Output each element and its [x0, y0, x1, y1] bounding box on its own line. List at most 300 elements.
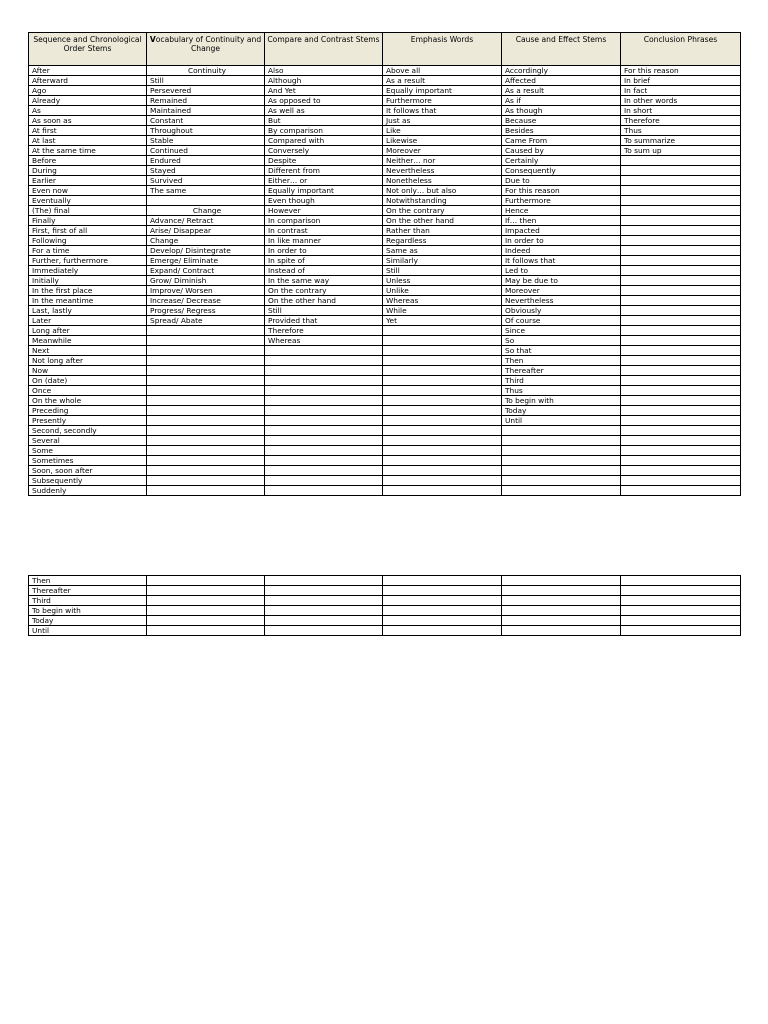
continuity-change-cell: [147, 356, 265, 366]
compare-contrast-cell: Different from: [265, 166, 383, 176]
emphasis-cell: On the other hand: [383, 216, 502, 226]
sequence-cell: (The) final: [29, 206, 147, 216]
cause-effect-cell: As a result: [502, 86, 621, 96]
sequence-cell: Meanwhile: [29, 336, 147, 346]
continuity-change-cell: Advance/ Retract: [147, 216, 265, 226]
sequence-cell: Third: [29, 596, 147, 606]
conclusion-cell: [621, 196, 741, 206]
emphasis-cell: It follows that: [383, 106, 502, 116]
table-row: [29, 356, 741, 366]
compare-contrast-cell: [265, 446, 383, 456]
table-row: [29, 296, 741, 306]
conclusion-cell: [621, 206, 741, 216]
continuity-change-cell: [147, 446, 265, 456]
conclusion-cell: To sum up: [621, 146, 741, 156]
continuity-change-cell: Expand/ Contract: [147, 266, 265, 276]
emphasis-cell: [383, 596, 502, 606]
sequence-cell: First, first of all: [29, 226, 147, 236]
conclusion-cell: To summarize: [621, 136, 741, 146]
emphasis-cell: Nevertheless: [383, 166, 502, 176]
compare-contrast-cell: Instead of: [265, 266, 383, 276]
compare-contrast-cell: [265, 466, 383, 476]
compare-contrast-cell: [265, 476, 383, 486]
cause-effect-cell: Consequently: [502, 166, 621, 176]
continuity-change-cell: Endured: [147, 156, 265, 166]
continuity-change-cell: Constant: [147, 116, 265, 126]
table-row: [29, 156, 741, 166]
cause-effect-cell: [502, 626, 621, 636]
compare-contrast-cell: Still: [265, 306, 383, 316]
table-row: [29, 276, 741, 286]
compare-contrast-cell: In like manner: [265, 236, 383, 246]
table-row: [29, 386, 741, 396]
sequence-cell: Suddenly: [29, 486, 147, 496]
conclusion-cell: [621, 176, 741, 186]
sequence-cell: Afterward: [29, 76, 147, 86]
header-cause-effect: Cause and Effect Stems: [502, 33, 621, 66]
table-row: [29, 616, 741, 626]
conclusion-cell: [621, 596, 741, 606]
cause-effect-cell: [502, 466, 621, 476]
compare-contrast-cell: [265, 356, 383, 366]
continuity-change-cell: Change: [147, 236, 265, 246]
table-row: [29, 336, 741, 346]
continuity-change-cell: [147, 486, 265, 496]
sequence-cell: Presently: [29, 416, 147, 426]
sequence-cell: For a time: [29, 246, 147, 256]
cause-effect-cell: Affected: [502, 76, 621, 86]
conclusion-cell: [621, 246, 741, 256]
table-row: [29, 326, 741, 336]
emphasis-cell: Yet: [383, 316, 502, 326]
cause-effect-cell: Accordingly: [502, 66, 621, 76]
compare-contrast-cell: As well as: [265, 106, 383, 116]
emphasis-cell: Unless: [383, 276, 502, 286]
emphasis-cell: Moreover: [383, 146, 502, 156]
conclusion-cell: [621, 316, 741, 326]
continuity-change-cell: [147, 386, 265, 396]
conclusion-cell: [621, 326, 741, 336]
continuity-change-cell: Continuity: [147, 66, 265, 76]
emphasis-cell: Still: [383, 266, 502, 276]
table-row: [29, 266, 741, 276]
continuity-change-cell: [147, 396, 265, 406]
emphasis-cell: Likewise: [383, 136, 502, 146]
continuity-change-cell: [147, 436, 265, 446]
table-row: [29, 146, 741, 156]
continuity-change-cell: [147, 606, 265, 616]
table-row: [29, 476, 741, 486]
conclusion-cell: [621, 186, 741, 196]
compare-contrast-cell: [265, 386, 383, 396]
compare-contrast-cell: [265, 486, 383, 496]
table-row: [29, 436, 741, 446]
compare-contrast-cell: [265, 396, 383, 406]
sequence-cell: Already: [29, 96, 147, 106]
compare-contrast-cell: On the contrary: [265, 286, 383, 296]
conclusion-cell: [621, 626, 741, 636]
sequence-cell: Some: [29, 446, 147, 456]
emphasis-cell: [383, 356, 502, 366]
compare-contrast-cell: Conversely: [265, 146, 383, 156]
continuity-change-cell: [147, 456, 265, 466]
emphasis-cell: Nonetheless: [383, 176, 502, 186]
compare-contrast-cell: Although: [265, 76, 383, 86]
compare-contrast-cell: Compared with: [265, 136, 383, 146]
conclusion-cell: [621, 256, 741, 266]
conclusion-cell: [621, 336, 741, 346]
cause-effect-cell: [502, 616, 621, 626]
table-row: [29, 226, 741, 236]
continuity-change-cell: Arise/ Disappear: [147, 226, 265, 236]
continuity-change-cell: [147, 326, 265, 336]
sequence-cell: Until: [29, 626, 147, 636]
continuity-change-cell: [147, 366, 265, 376]
emphasis-cell: Whereas: [383, 296, 502, 306]
table-row: [29, 346, 741, 356]
header-conclusion: Conclusion Phrases: [621, 33, 741, 66]
overflow-table: [28, 575, 741, 636]
conclusion-cell: [621, 236, 741, 246]
compare-contrast-cell: Whereas: [265, 336, 383, 346]
sequence-cell: Not long after: [29, 356, 147, 366]
continuity-change-cell: Still: [147, 76, 265, 86]
continuity-change-cell: Survived: [147, 176, 265, 186]
continuity-change-cell: [147, 466, 265, 476]
compare-contrast-cell: In the same way: [265, 276, 383, 286]
continuity-change-cell: [147, 406, 265, 416]
compare-contrast-cell: [265, 436, 383, 446]
table-row: [29, 196, 741, 206]
conclusion-cell: [621, 466, 741, 476]
table-row: [29, 426, 741, 436]
emphasis-cell: Just as: [383, 116, 502, 126]
sequence-cell: Following: [29, 236, 147, 246]
continuity-change-cell: [147, 336, 265, 346]
compare-contrast-cell: Either… or: [265, 176, 383, 186]
cause-effect-cell: [502, 586, 621, 596]
sequence-cell: As soon as: [29, 116, 147, 126]
compare-contrast-cell: In order to: [265, 246, 383, 256]
conclusion-cell: In brief: [621, 76, 741, 86]
conclusion-cell: [621, 216, 741, 226]
table-row: [29, 626, 741, 636]
conclusion-cell: [621, 276, 741, 286]
cause-effect-cell: Besides: [502, 126, 621, 136]
compare-contrast-cell: However: [265, 206, 383, 216]
sequence-cell: Once: [29, 386, 147, 396]
sequence-cell: Subsequently: [29, 476, 147, 486]
sequence-cell: To begin with: [29, 606, 147, 616]
cause-effect-cell: Then: [502, 356, 621, 366]
cause-effect-cell: [502, 446, 621, 456]
cause-effect-cell: Furthermore: [502, 196, 621, 206]
conclusion-cell: [621, 436, 741, 446]
table-row: [29, 246, 741, 256]
cause-effect-cell: In order to: [502, 236, 621, 246]
cause-effect-cell: So that: [502, 346, 621, 356]
emphasis-cell: [383, 456, 502, 466]
compare-contrast-cell: Provided that: [265, 316, 383, 326]
table-row: [29, 256, 741, 266]
emphasis-cell: Equally important: [383, 86, 502, 96]
conclusion-cell: [621, 356, 741, 366]
compare-contrast-cell: [265, 426, 383, 436]
cause-effect-cell: [502, 426, 621, 436]
sequence-cell: At first: [29, 126, 147, 136]
compare-contrast-cell: [265, 606, 383, 616]
emphasis-cell: Above all: [383, 66, 502, 76]
cause-effect-cell: Indeed: [502, 246, 621, 256]
continuity-change-cell: Progress/ Regress: [147, 306, 265, 316]
table-row: [29, 176, 741, 186]
table-row: [29, 216, 741, 226]
table-row: [29, 376, 741, 386]
header-continuity-change: Vocabulary of Continuity and Change: [147, 33, 265, 66]
table-row: [29, 106, 741, 116]
compare-contrast-cell: Also: [265, 66, 383, 76]
sequence-cell: After: [29, 66, 147, 76]
sequence-cell: Sometimes: [29, 456, 147, 466]
cause-effect-cell: Hence: [502, 206, 621, 216]
cause-effect-cell: Due to: [502, 176, 621, 186]
sequence-cell: On (date): [29, 376, 147, 386]
compare-contrast-cell: By comparison: [265, 126, 383, 136]
continuity-change-cell: [147, 196, 265, 206]
cause-effect-cell: Thus: [502, 386, 621, 396]
cause-effect-cell: [502, 576, 621, 586]
compare-contrast-cell: On the other hand: [265, 296, 383, 306]
cause-effect-cell: Thereafter: [502, 366, 621, 376]
continuity-change-cell: [147, 376, 265, 386]
compare-contrast-cell: In comparison: [265, 216, 383, 226]
emphasis-cell: [383, 426, 502, 436]
continuity-change-cell: [147, 616, 265, 626]
emphasis-cell: Rather than: [383, 226, 502, 236]
vocabulary-table: [28, 32, 741, 496]
header-row: [29, 33, 741, 66]
conclusion-cell: Therefore: [621, 116, 741, 126]
continuity-change-cell: Emerge/ Eliminate: [147, 256, 265, 266]
sequence-cell: In the first place: [29, 286, 147, 296]
continuity-change-cell: [147, 476, 265, 486]
conclusion-cell: [621, 416, 741, 426]
sequence-cell: As: [29, 106, 147, 116]
table-row: [29, 416, 741, 426]
continuity-change-cell: Grow/ Diminish: [147, 276, 265, 286]
compare-contrast-cell: [265, 596, 383, 606]
table-row: [29, 406, 741, 416]
sequence-cell: Last, lastly: [29, 306, 147, 316]
sequence-cell: Soon, soon after: [29, 466, 147, 476]
sequence-cell: Earlier: [29, 176, 147, 186]
table-row: [29, 96, 741, 106]
cause-effect-cell: Third: [502, 376, 621, 386]
emphasis-cell: Similarly: [383, 256, 502, 266]
conclusion-cell: [621, 616, 741, 626]
compare-contrast-cell: But: [265, 116, 383, 126]
cause-effect-cell: Impacted: [502, 226, 621, 236]
emphasis-cell: [383, 326, 502, 336]
continuity-change-cell: [147, 576, 265, 586]
table-row: [29, 76, 741, 86]
emphasis-cell: [383, 586, 502, 596]
sequence-cell: Finally: [29, 216, 147, 226]
emphasis-cell: [383, 476, 502, 486]
compare-contrast-cell: As opposed to: [265, 96, 383, 106]
continuity-change-cell: [147, 586, 265, 596]
conclusion-cell: [621, 346, 741, 356]
continuity-change-cell: Stayed: [147, 166, 265, 176]
cause-effect-cell: [502, 476, 621, 486]
sequence-cell: Immediately: [29, 266, 147, 276]
compare-contrast-cell: [265, 576, 383, 586]
continuity-change-cell: The same: [147, 186, 265, 196]
sequence-cell: Preceding: [29, 406, 147, 416]
sequence-cell: At the same time: [29, 146, 147, 156]
continuity-change-cell: Continued: [147, 146, 265, 156]
cause-effect-cell: [502, 456, 621, 466]
cause-effect-cell: Led to: [502, 266, 621, 276]
conclusion-cell: [621, 386, 741, 396]
emphasis-cell: As a result: [383, 76, 502, 86]
continuity-change-cell: Spread/ Abate: [147, 316, 265, 326]
sequence-cell: Ago: [29, 86, 147, 96]
table-row: [29, 86, 741, 96]
emphasis-cell: Same as: [383, 246, 502, 256]
compare-contrast-cell: In spite of: [265, 256, 383, 266]
table-row: [29, 396, 741, 406]
compare-contrast-cell: [265, 376, 383, 386]
continuity-change-cell: [147, 626, 265, 636]
table-row: [29, 576, 741, 586]
table-row: [29, 136, 741, 146]
continuity-change-cell: Change: [147, 206, 265, 216]
cause-effect-cell: Came From: [502, 136, 621, 146]
header-emphasis: Emphasis Words: [383, 33, 502, 66]
cause-effect-cell: To begin with: [502, 396, 621, 406]
cause-effect-cell: Obviously: [502, 306, 621, 316]
conclusion-cell: In other words: [621, 96, 741, 106]
conclusion-cell: [621, 426, 741, 436]
continuity-change-cell: Remained: [147, 96, 265, 106]
conclusion-cell: [621, 606, 741, 616]
emphasis-cell: [383, 486, 502, 496]
conclusion-cell: [621, 456, 741, 466]
table-row: [29, 586, 741, 596]
emphasis-cell: Like: [383, 126, 502, 136]
emphasis-cell: Notwithstanding: [383, 196, 502, 206]
emphasis-cell: [383, 616, 502, 626]
table-row: [29, 316, 741, 326]
header-sequence: Sequence and Chronological Order Stems: [29, 33, 147, 66]
cause-effect-cell: If… then: [502, 216, 621, 226]
cause-effect-cell: Because: [502, 116, 621, 126]
emphasis-cell: While: [383, 306, 502, 316]
compare-contrast-cell: Even though: [265, 196, 383, 206]
conclusion-cell: [621, 376, 741, 386]
conclusion-cell: [621, 366, 741, 376]
table-row: [29, 126, 741, 136]
emphasis-cell: Regardless: [383, 236, 502, 246]
continuity-change-cell: Improve/ Worsen: [147, 286, 265, 296]
conclusion-cell: [621, 286, 741, 296]
emphasis-cell: [383, 446, 502, 456]
header-compare-contrast: Compare and Contrast Stems: [265, 33, 383, 66]
conclusion-cell: [621, 226, 741, 236]
sequence-cell: Now: [29, 366, 147, 376]
compare-contrast-cell: [265, 366, 383, 376]
table-row: [29, 366, 741, 376]
emphasis-cell: [383, 336, 502, 346]
sequence-cell: On the whole: [29, 396, 147, 406]
compare-contrast-cell: Equally important: [265, 186, 383, 196]
emphasis-cell: [383, 386, 502, 396]
cause-effect-cell: Of course: [502, 316, 621, 326]
emphasis-cell: [383, 366, 502, 376]
continuity-change-cell: [147, 416, 265, 426]
conclusion-cell: [621, 266, 741, 276]
compare-contrast-cell: Therefore: [265, 326, 383, 336]
table-row: [29, 306, 741, 316]
emphasis-cell: [383, 436, 502, 446]
emphasis-cell: [383, 406, 502, 416]
conclusion-cell: In fact: [621, 86, 741, 96]
table-row: [29, 186, 741, 196]
continuity-change-cell: Throughout: [147, 126, 265, 136]
table-row: [29, 66, 741, 76]
conclusion-cell: [621, 446, 741, 456]
emphasis-cell: Unlike: [383, 286, 502, 296]
table-row: [29, 116, 741, 126]
sequence-cell: Before: [29, 156, 147, 166]
continuity-change-cell: Persevered: [147, 86, 265, 96]
cause-effect-cell: Until: [502, 416, 621, 426]
cause-effect-cell: [502, 436, 621, 446]
compare-contrast-cell: [265, 586, 383, 596]
emphasis-cell: [383, 626, 502, 636]
sequence-cell: Several: [29, 436, 147, 446]
table-row: [29, 206, 741, 216]
continuity-change-cell: Develop/ Disintegrate: [147, 246, 265, 256]
conclusion-cell: [621, 396, 741, 406]
cause-effect-cell: As if: [502, 96, 621, 106]
conclusion-cell: [621, 476, 741, 486]
emphasis-cell: [383, 376, 502, 386]
conclusion-cell: [621, 486, 741, 496]
conclusion-cell: [621, 576, 741, 586]
conclusion-cell: [621, 156, 741, 166]
cause-effect-cell: Moreover: [502, 286, 621, 296]
cause-effect-cell: [502, 596, 621, 606]
sequence-cell: Later: [29, 316, 147, 326]
sequence-cell: Eventually: [29, 196, 147, 206]
compare-contrast-cell: Despite: [265, 156, 383, 166]
table-row: [29, 606, 741, 616]
cause-effect-cell: [502, 606, 621, 616]
compare-contrast-cell: [265, 626, 383, 636]
sequence-cell: In the meantime: [29, 296, 147, 306]
cause-effect-cell: Certainly: [502, 156, 621, 166]
sequence-cell: Even now: [29, 186, 147, 196]
emphasis-cell: Neither… nor: [383, 156, 502, 166]
cause-effect-cell: Caused by: [502, 146, 621, 156]
conclusion-cell: [621, 296, 741, 306]
compare-contrast-cell: [265, 416, 383, 426]
table-row: [29, 456, 741, 466]
cause-effect-cell: For this reason: [502, 186, 621, 196]
sequence-cell: Second, secondly: [29, 426, 147, 436]
